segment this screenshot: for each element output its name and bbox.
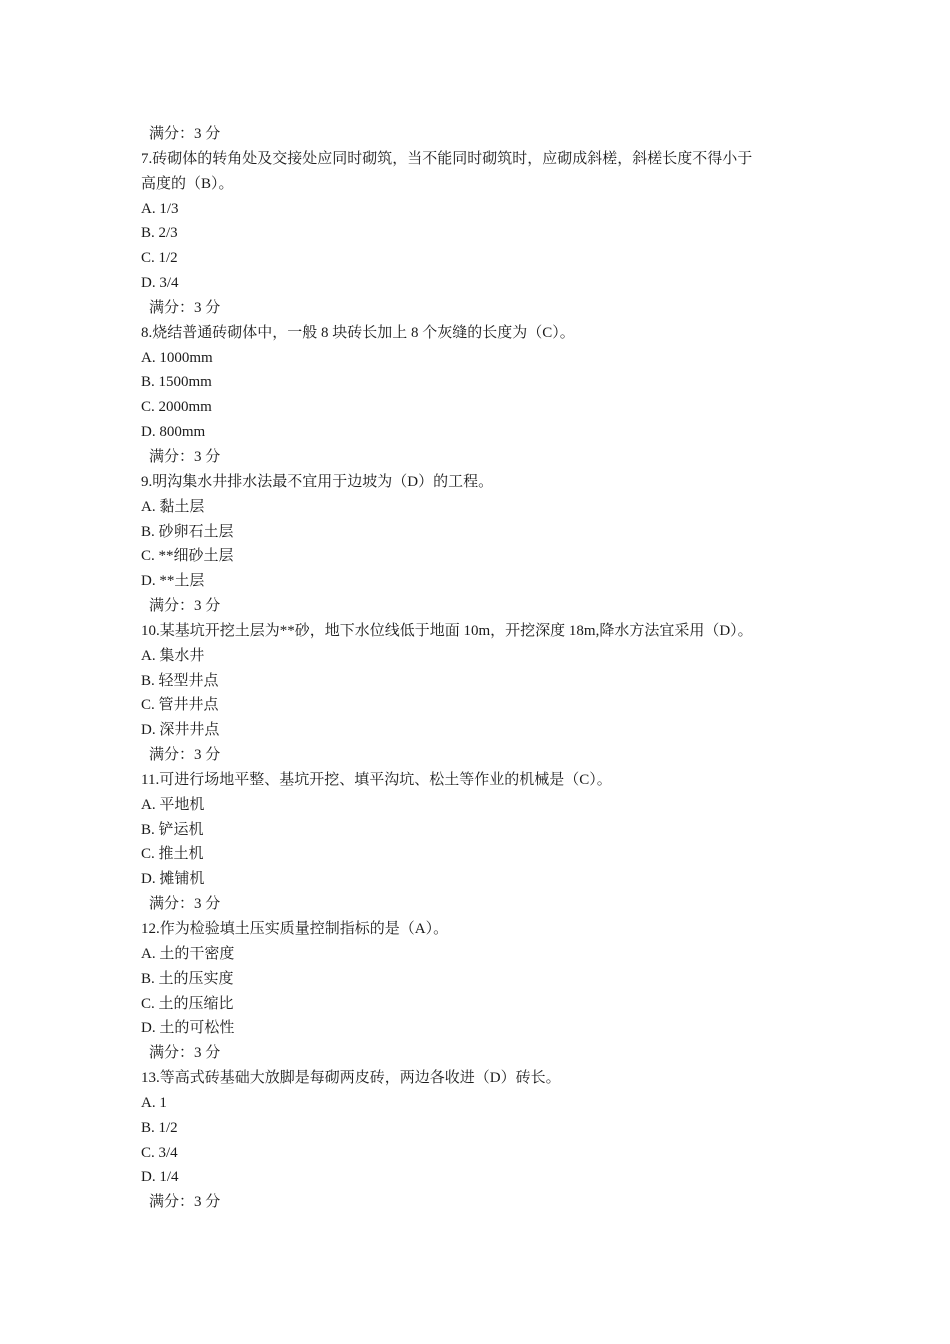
question-8-option-c: C. 2000mm <box>141 399 212 416</box>
question-7-text: 7.砖砌体的转角处及交接处应同时砌筑，当不能同时砌筑时，应砌成斜槎，斜槎长度不得小于 <box>141 150 753 167</box>
question-9-option-c: C. **细砂土层 <box>141 548 234 565</box>
question-9-score: 满分：3 分 <box>149 598 221 615</box>
question-12-option-a: A. 土的干密度 <box>141 945 235 962</box>
question-8-text: 8.烧结普通砖砌体中，一般 8 块砖长加上 8 个灰缝的长度为（C）。 <box>141 324 575 341</box>
question-10-option-a: A. 集水井 <box>141 647 205 664</box>
question-9-option-b: B. 砂卵石土层 <box>141 523 234 540</box>
question-11-text: 11.可进行场地平整、基坑开挖、填平沟坑、松土等作业的机械是（C）。 <box>141 771 612 788</box>
question-12-option-b: B. 土的压实度 <box>141 970 234 987</box>
question-13-text: 13.等高式砖基础大放脚是每砌两皮砖，两边各收进（D）砖长。 <box>141 1070 561 1087</box>
question-8-option-d: D. 800mm <box>141 424 206 441</box>
question-13-score: 满分：3 分 <box>149 1194 221 1211</box>
question-10-option-c: C. 管井井点 <box>141 697 219 714</box>
question-12-text: 12.作为检验填土压实质量控制指标的是（A）。 <box>141 921 449 937</box>
question-13-option-c: C. 3/4 <box>141 1144 178 1161</box>
question-7-score: 满分：3 分 <box>149 299 221 316</box>
question-8-option-a: A. 1000mm <box>141 349 213 366</box>
question-12-option-d: D. 土的可松性 <box>141 1020 235 1037</box>
question-11-score: 满分：3 分 <box>149 896 221 913</box>
question-11-option-c: C. 推土机 <box>141 846 204 863</box>
question-7-option-a: A. 1/3 <box>141 200 179 217</box>
score-line: 满分：3 分 <box>149 126 221 142</box>
question-8-option-b: B. 1500mm <box>141 374 212 391</box>
question-9-option-a: A. 黏土层 <box>141 498 205 515</box>
question-7-option-b: B. 2/3 <box>141 225 178 242</box>
question-11-option-d: D. 摊铺机 <box>141 871 205 888</box>
document-body <box>141 122 841 1215</box>
question-13-option-b: B. 1/2 <box>141 1119 178 1136</box>
question-7-text-continued: 高度的（B）。 <box>141 175 234 192</box>
question-12-option-c: C. 土的压缩比 <box>141 995 234 1012</box>
question-11-option-a: A. 平地机 <box>141 796 205 813</box>
question-13-option-d: D. 1/4 <box>141 1169 179 1186</box>
question-10-option-b: B. 轻型井点 <box>141 672 219 689</box>
question-10-score: 满分：3 分 <box>149 747 221 764</box>
question-8-score: 满分：3 分 <box>149 448 221 465</box>
question-10-option-d: D. 深井井点 <box>141 722 220 739</box>
question-12-score: 满分：3 分 <box>149 1045 221 1062</box>
question-7-option-d: D. 3/4 <box>141 275 179 292</box>
question-11-option-b: B. 铲运机 <box>141 821 204 838</box>
question-9-text: 9.明沟集水井排水法最不宜用于边坡为（D）的工程。 <box>141 473 494 490</box>
question-9-option-d: D. **土层 <box>141 573 205 590</box>
question-7-option-c: C. 1/2 <box>141 250 178 267</box>
question-13-option-a: A. 1 <box>141 1094 167 1111</box>
question-10-text: 10.某基坑开挖土层为**砂，地下水位线低于地面 10m，开挖深度 18m,降水方法宜采用（D）。 <box>141 622 753 639</box>
